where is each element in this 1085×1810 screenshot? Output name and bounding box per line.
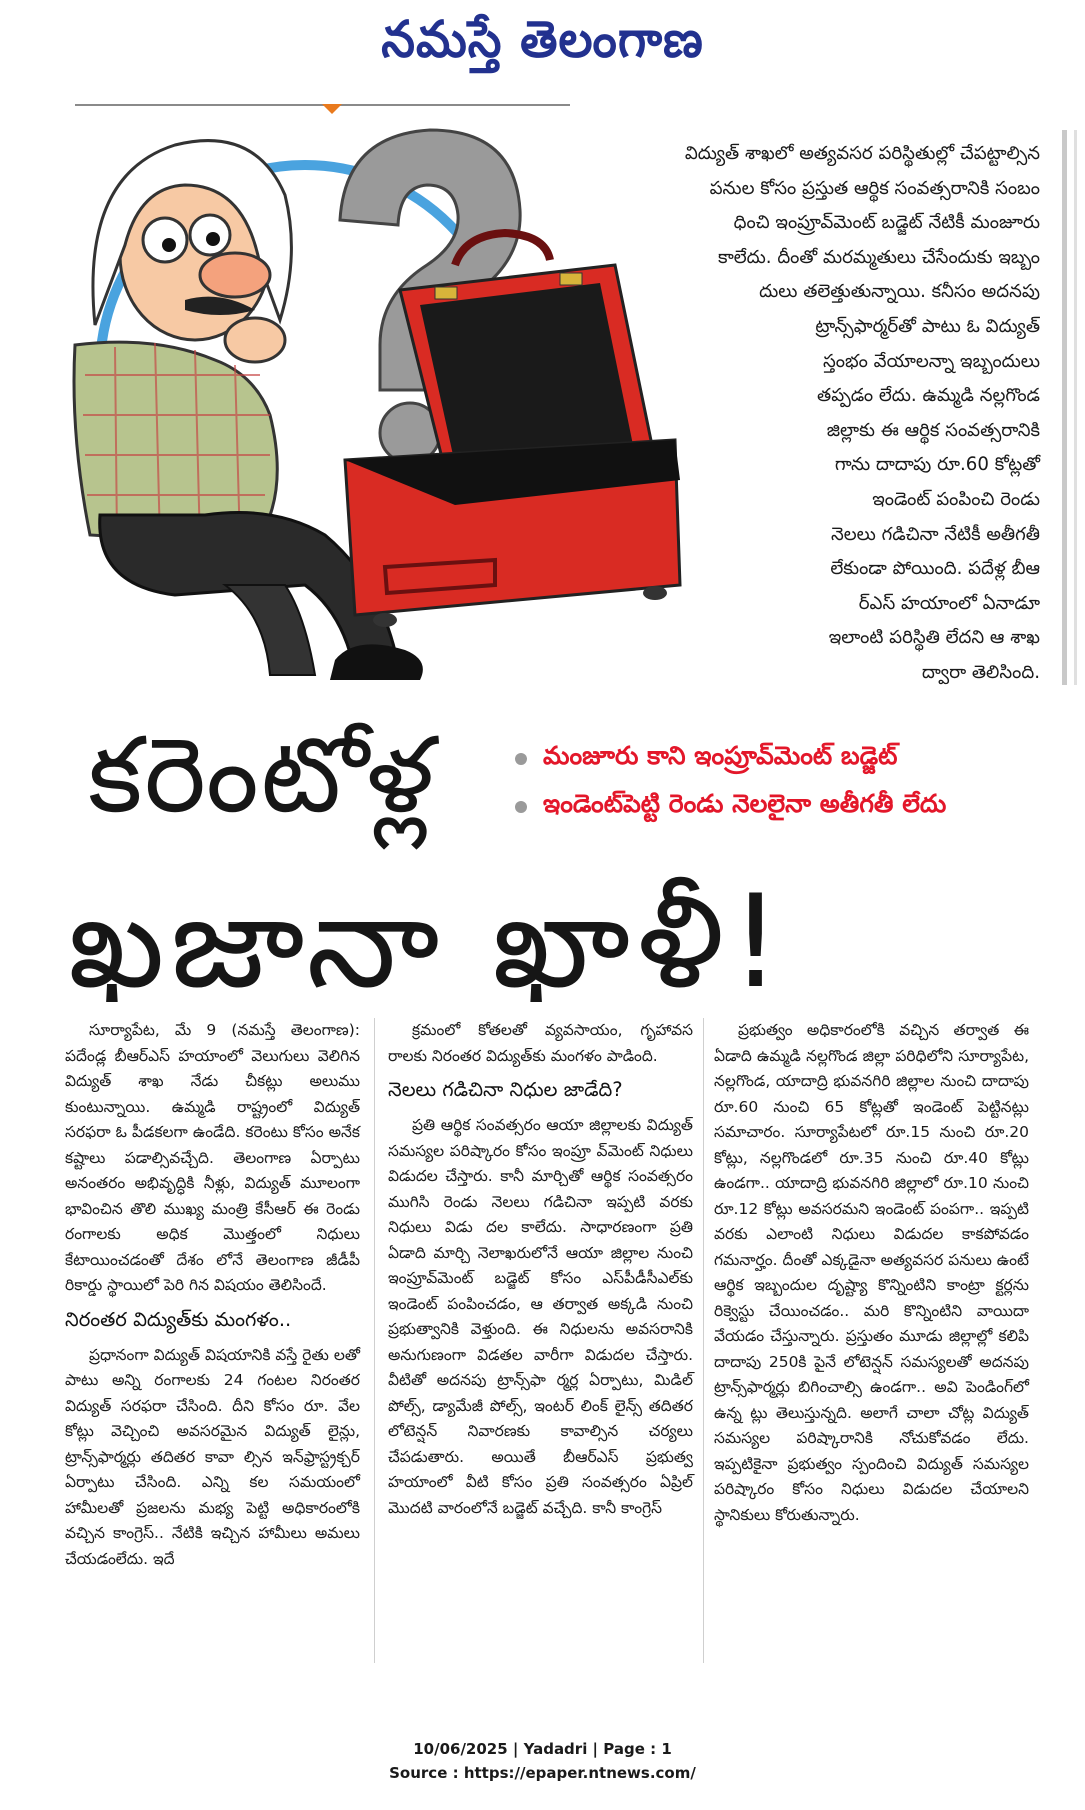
bullet-dot-icon — [515, 753, 527, 765]
intro-line: ట్రాన్స్‌ఫార్మర్‌తో పాటు ఓ విద్యుత్ — [815, 315, 1040, 337]
intro-line: ఇండెంట్ పంపించి రెండు — [872, 488, 1040, 510]
intro-line: ద్వారా తెలిసింది. — [921, 661, 1040, 683]
article-column-3 — [714, 1018, 1029, 1528]
paragraph: ప్రతి ఆర్థిక సంవత్సరం ఆయా జిల్లాలకు విద్యుత్ సమస్యల పరిష్కారం కోసం ఇంప్రూ వ్‌మెంట్ నిధులు విడుదల చేస్తారు. కానీ మార్చితో ఆర్థిక సంవత్సరం ముగిసి రెండు నెలలు గడిచినా ఇప్పటి వరకు నిధులు విడు దల కాలేదు. సాధారణంగా ప్రతి ఏడాది మార్చి నెలాఖరులోనే ఆయా జిల్లాల నుంచి ఇంప్రూవ్‌మెంట్ బడ్జెట్ కోసం ఎస్‌పీడీసీఎల్‌కు ఇండెంట్ పంపించడం, ఆ తర్వాత అక్కడి నుంచి ప్రభుత్వానికి వెళ్తుంది. ఈ నిధులను అవసరానికి అనుగుణంగా విడతల వారీగా విడుదల చేస్తారు. వీటితో అదనపు ట్రాన్స్‌ఫా ర్మర్ల ఏర్పాటు, మిడిల్ పోల్స్, డ్యామేజీ పోల్స్, ఇంటర్ లింక్ లైన్స్ తదితర లోటెన్షన్ నివారణకు కావాల్సిన చర్యలు చేపడుతారు. అయితే బీఆర్‌ఎస్ ప్రభుత్వ హయాంలో వీటి కోసం ప్రతి సంవత్సరం ఏప్రిల్ మొదటి వారంలోనే బడ్జెట్ వచ్చేది. కానీ కాంగ్రెస్ — [388, 1116, 693, 1517]
bullet-text: మంజూరు కాని ఇంప్రూవ్‌మెంట్ బడ్జెట్ — [543, 741, 898, 770]
man-nose — [200, 253, 270, 297]
subheadline-bullets — [515, 735, 946, 831]
footer-date-edition: 10/06/2025 | Yadadri | Page : 1 — [413, 1740, 672, 1758]
intro-line: విద్యుత్ శాఖలో అత్యవసర పరిస్థితుల్లో చేపట్టాల్సిన — [684, 143, 1040, 164]
intro-line: పనుల కోసం ప్రస్తుత ఆర్థిక సంవత్సరానికి సంబం — [709, 177, 1040, 199]
masthead-title: నమస్తే తెలంగాణ — [381, 10, 704, 70]
bullet-text: ఇండెంట్‌పెట్టి రెండు నెలలైనా అతీగతీ లేదు — [543, 789, 947, 818]
intro-paragraph — [585, 137, 1040, 691]
column-divider — [374, 1018, 375, 1663]
subheading: నిరంతర విద్యుత్‌కు మంగళం.. — [65, 1307, 292, 1331]
bullet-item — [515, 735, 946, 783]
headline-line-1: కరెంటోళ్ల — [88, 714, 436, 836]
article-column-2 — [388, 1018, 693, 1521]
intro-line: తప్పడం లేదు. ఉమ్మడి నల్లగొండ — [817, 385, 1040, 407]
intro-side-bar-light — [1074, 130, 1077, 685]
masthead — [0, 12, 1085, 80]
rule-marker-icon — [322, 104, 342, 114]
article-column-1 — [65, 1018, 360, 1572]
bullet-dot-icon — [515, 801, 527, 813]
paragraph: సూర్యాపేట, మే 9 (నమస్తే తెలంగాణ): పదేండ్ల బీఆర్‌ఎస్ హయాంలో వెలుగులు వెలిగిన విద్యుత్ శాఖ నేడు చీకట్లు అలుము కుంటున్నాయి. ఉమ్మడి రాష్ట్రంలో విద్యుత్ సరఫరా ఓ పీడకలగా ఉండేది. కరెంటు కోసం అనేక కష్టాలు పడాల్సివచ్చేది. తెలంగాణ ఏర్పాటు అనంతరం అభివృద్ధికి నీళ్లు, విద్యుత్ మూలంగా భావించిన తొలి ముఖ్య మంత్రి కేసీఆర్ ఈ రెండు రంగాలకు అధిక మొత్తంలో నిధులు కేటాయించడంతో దేశం లోనే తెలంగాణ జీడీపీ రికార్డు స్థాయిలో పెరి గిన విషయం తెలిసిందే. — [65, 1021, 360, 1294]
intro-side-bar — [1062, 130, 1067, 685]
intro-line: ఇలాంటి పరిస్థితి లేదని ఆ శాఖ — [828, 627, 1040, 649]
headline-line-2: ఖజానా ఖాళీ! — [68, 868, 788, 1017]
paragraph: ప్రధానంగా విద్యుత్ విషయానికి వస్తే రైతు లతో పాటు అన్ని రంగాలకు 24 గంటల నిరంతర విద్యుత్ సరఫరా చేసింది. దీని కోసం రూ. వేల కోట్లు వెచ్చించి అవసరమైన విద్యుత్ లైన్లు, ట్రాన్స్‌ఫార్మర్లు తదితర కావా ల్సిన ఇన్‌ఫ్రాస్ట్రక్చర్ ఏర్పాటు చేసింది. ఎన్ని కల సమయంలో హామీలతో ప్రజలను మభ్య పెట్టి అధికారంలోకి వచ్చిన కాంగ్రెస్.. నేటికి ఇచ్చిన హామీలు అమలు చేయడంలేదు. ఇదే — [65, 1345, 360, 1568]
intro-line: గాను దాదాపు రూ.60 కోట్లతో — [834, 454, 1040, 476]
intro-line: నెలలు గడిచినా నేటికీ అతీగతీ — [831, 523, 1040, 545]
intro-line: ధించి ఇంప్రూవ్‌మెంట్ బడ్జెట్ నేటికీ మంజూరు — [733, 212, 1040, 234]
intro-line: స్తంభం వేయాలన్నా ఇబ్బందులు — [823, 350, 1040, 372]
column-divider — [703, 1018, 704, 1663]
intro-line: కాలేదు. దీంతో మరమ్మతులు చేసేందుకు ఇబ్బం — [717, 246, 1040, 268]
subheading: నెలలు గడిచినా నిధుల జాడేది? — [388, 1078, 623, 1101]
intro-line: లేకుండా పోయింది. పదేళ్ల బీఆ — [830, 558, 1040, 580]
footer-source: Source : https://epaper.ntnews.com/ — [389, 1764, 696, 1782]
intro-line: జిల్లాకు ఈ ఆర్థిక సంవత్సరానికి — [826, 419, 1040, 441]
paragraph: క్రమంలో కోతలతో వ్యవసాయం, గృహావస రాలకు నిరంతర విద్యుత్‌కు మంగళం పాడింది. — [388, 1021, 693, 1065]
intro-line: దులు తలెత్తుతున్నాయి. కనీసం అదనపు — [759, 281, 1040, 303]
paragraph: ప్రభుత్వం అధికారంలోకి వచ్చిన తర్వాత ఈ ఏడాది ఉమ్మడి నల్లగొండ జిల్లా పరిధిలోని సూర్యాపేట, నల్లగొండ, యాదాద్రి భువనగిరి జిల్లాల నుంచి దాదాపు రూ.60 నుంచి 65 కోట్లతో ఇండెంట్ పెట్టినట్లు సమాచారం. సూర్యాపేటలో రూ.15 నుంచి రూ.20 కోట్లు, నల్లగొండలో రూ.35 నుంచి రూ.40 కోట్లు ఉండగా.. యాదాద్రి భువనగిరి జిల్లాలో రూ.10 నుంచి రూ.12 కోట్లు అవసరమని ఇండెంట్ పంపగా.. ఇప్పటి వరకు ఎలాంటి నిధులు విడుదల కాకపోవడం గమనార్హం. దీంతో ఎక్కడైనా అత్యవసర పనులు ఉంటే ఆర్థిక ఇబ్బందుల దృష్ట్యా కొన్నింటిని కాంట్రా క్టర్లను రిక్వెస్టు చేయించడం.. మరి కొన్నింటిని వాయిదా వేయడం చేస్తున్నారు. ప్రస్తుతం మూడు జిల్లాల్లో కలిపి దాదాపు 250కి పైనే లోటెన్షన్ సమస్యలతో అదనపు ట్రాన్స్‌ఫార్మర్లు బిగించాల్సి ఉండగా.. అవి పెండింగ్‌లో ఉన్న ట్లు తెలుస్తున్నది. అలాగే చాలా చోట్ల విద్యుత్ సమస్యల పరిష్కారానికి నోచుకోవడం లేదు. ఇప్పటికైనా ప్రభుత్వం స్పందించి విద్యుత్ సమస్యల పరిష్కారం కోసం నిధులు విడుదల చేయాలని స్థానికులు కోరుతున్నారు. — [714, 1021, 1029, 1524]
bullet-item — [515, 783, 946, 831]
intro-line: ర్‌ఎస్ హయాంలో ఏనాడూ — [858, 592, 1040, 614]
